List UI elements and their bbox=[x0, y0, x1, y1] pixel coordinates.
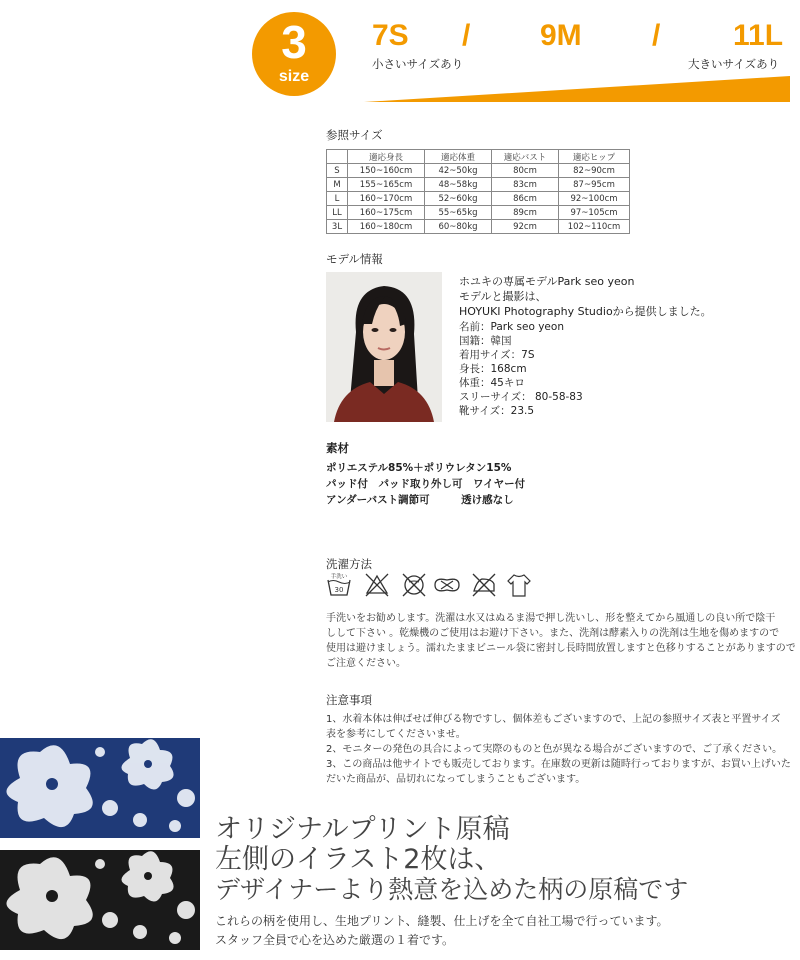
care-text-line: 手洗いをお勧めします。洗濯は水又はぬるま湯で押し洗いし、形を整えてから風通しの良い所で陰干 bbox=[326, 613, 776, 624]
table-cell: 150~160cm bbox=[348, 164, 425, 178]
size-small: 7S bbox=[372, 19, 409, 52]
model-detail: 国籍：韓国 bbox=[459, 335, 512, 347]
table-cell: 86cm bbox=[492, 192, 559, 206]
table-header bbox=[327, 150, 348, 164]
no-iron-icon bbox=[470, 571, 498, 599]
notice-text-line: 表を参考にしてくださいませ。 bbox=[326, 729, 466, 740]
notice-text-line: だいた商品が、品切れになってしまうこともございます。 bbox=[326, 774, 586, 785]
table-cell: 48~58kg bbox=[425, 178, 492, 192]
badge-number: 3 bbox=[281, 16, 307, 68]
size-medium: 9M bbox=[540, 19, 582, 52]
print-headline-line: オリジナルプリント原稿 bbox=[215, 814, 510, 845]
badge-label: size bbox=[278, 68, 310, 85]
no-bleach-icon bbox=[363, 571, 391, 599]
size-slash-2: / bbox=[652, 19, 661, 52]
table-cell: 42~50kg bbox=[425, 164, 492, 178]
material-composition: ポリエステル85%＋ポリウレタン15% bbox=[326, 462, 512, 474]
model-detail: 体重：45キロ bbox=[459, 377, 525, 389]
notice-text-line: 3、この商品は他サイトでも販売しております。在庫数の更新は随時行っておりますが、お買い上げいた bbox=[326, 759, 791, 770]
table-cell: 89cm bbox=[492, 206, 559, 220]
black-hibiscus-print-image bbox=[0, 850, 200, 950]
table-cell: 80cm bbox=[492, 164, 559, 178]
care-title: 洗濯方法 bbox=[326, 557, 372, 571]
table-cell: 160~170cm bbox=[348, 192, 425, 206]
model-detail: 着用サイズ：7S bbox=[459, 349, 535, 361]
size-table-title: 参照サイズ bbox=[326, 128, 383, 142]
orange-wedge-bar bbox=[362, 76, 792, 106]
size-large: 11L bbox=[733, 19, 784, 52]
table-cell: 83cm bbox=[492, 178, 559, 192]
model-info-title: モデル情報 bbox=[326, 252, 383, 266]
table-cell: 52~60kg bbox=[425, 192, 492, 206]
model-detail: 名前：Park seo yeon bbox=[459, 321, 564, 333]
model-intro-line: ホユキの専属モデルPark seo yeon bbox=[459, 275, 635, 288]
care-text-line: ご注意ください。 bbox=[326, 658, 406, 669]
print-subtext-line: これらの柄を使用し、生地プリント、縫製、仕上げを全て自社工場で行っています。 bbox=[215, 914, 669, 928]
table-header: 適応体重 bbox=[425, 150, 492, 164]
care-text-line: しして下さい 。乾燥機のご使用はお避け下さい。また、洗剤は酵素入りの洗剤は生地を傷めますので bbox=[326, 628, 780, 639]
table-cell: 60~80kg bbox=[425, 220, 492, 234]
table-cell: 160~175cm bbox=[348, 206, 425, 220]
table-row bbox=[327, 220, 630, 234]
table-cell: 160~180cm bbox=[348, 220, 425, 234]
care-text-line: 使用は避けましょう。濡れたままビニール袋に密封し長時間放置しますと色移りすることがありますので bbox=[326, 643, 796, 654]
notice-title: 注意事項 bbox=[326, 693, 372, 707]
material-features: アンダーバスト調節可 透け感なし bbox=[326, 494, 514, 506]
table-header: 適応バスト bbox=[492, 150, 559, 164]
table-row bbox=[327, 164, 630, 178]
table-cell: LL bbox=[327, 206, 348, 220]
table-cell: 92cm bbox=[492, 220, 559, 234]
material-features: パッド付 パッド取り外し可 ワイヤー付 bbox=[326, 478, 526, 490]
table-header: 適応身長 bbox=[348, 150, 425, 164]
table-cell: M bbox=[327, 178, 348, 192]
print-subtext-line: スタッフ全員で心を込めた厳選の１着です。 bbox=[215, 933, 455, 947]
hand-wash-30-icon bbox=[325, 571, 353, 599]
table-cell: L bbox=[327, 192, 348, 206]
table-row bbox=[327, 206, 630, 220]
navy-hibiscus-print-image bbox=[0, 738, 200, 838]
size-count-badge bbox=[252, 12, 336, 96]
size-slash-1: / bbox=[462, 19, 471, 52]
table-cell: 155~165cm bbox=[348, 178, 425, 192]
table-cell: 3L bbox=[327, 220, 348, 234]
line-dry-icon bbox=[505, 571, 533, 599]
model-detail: 靴サイズ：23.5 bbox=[459, 405, 535, 417]
table-cell: 82~90cm bbox=[559, 164, 630, 178]
wash-label: 手洗い bbox=[330, 574, 348, 580]
print-headline-line: 左側のイラスト2枚は、 bbox=[215, 844, 502, 875]
model-intro-line: モデルと撮影は、 bbox=[459, 290, 547, 303]
table-header: 適応ヒップ bbox=[559, 150, 630, 164]
notice-text-line: 2、モニターの発色の具合によって実際のものと色が異なる場合がございますので、ご了承ください。 bbox=[326, 744, 783, 755]
table-cell: 87~95cm bbox=[559, 178, 630, 192]
print-headline-line: デザイナーより熱意を込めた柄の原稿です bbox=[215, 875, 689, 904]
small-size-note: 小さいサイズあり bbox=[372, 57, 464, 71]
no-tumble-dry-icon bbox=[400, 571, 428, 599]
model-detail: 身長：168cm bbox=[459, 363, 527, 375]
size-table bbox=[326, 149, 630, 234]
model-detail: スリーサイズ： 80-58-83 bbox=[459, 391, 583, 403]
model-photo bbox=[326, 272, 442, 422]
large-size-note: 大きいサイズあり bbox=[688, 57, 780, 71]
table-cell: 97~105cm bbox=[559, 206, 630, 220]
table-cell: 92~100cm bbox=[559, 192, 630, 206]
model-intro-line: HOYUKI Photography Studioから提供しました。 bbox=[459, 305, 712, 318]
table-cell: 55~65kg bbox=[425, 206, 492, 220]
wash-temp: 30 bbox=[334, 586, 344, 594]
table-header-row bbox=[327, 150, 630, 164]
notice-text-line: 1、水着本体は伸ばせば伸びる物ですし、個体差もございますので、上記の参照サイズ表と平置サイズ bbox=[326, 714, 781, 725]
table-row bbox=[327, 192, 630, 206]
table-cell: S bbox=[327, 164, 348, 178]
dry-clean-icon bbox=[432, 571, 462, 599]
table-row bbox=[327, 178, 630, 192]
material-title: 素材 bbox=[326, 441, 349, 455]
table-cell: 102~110cm bbox=[559, 220, 630, 234]
